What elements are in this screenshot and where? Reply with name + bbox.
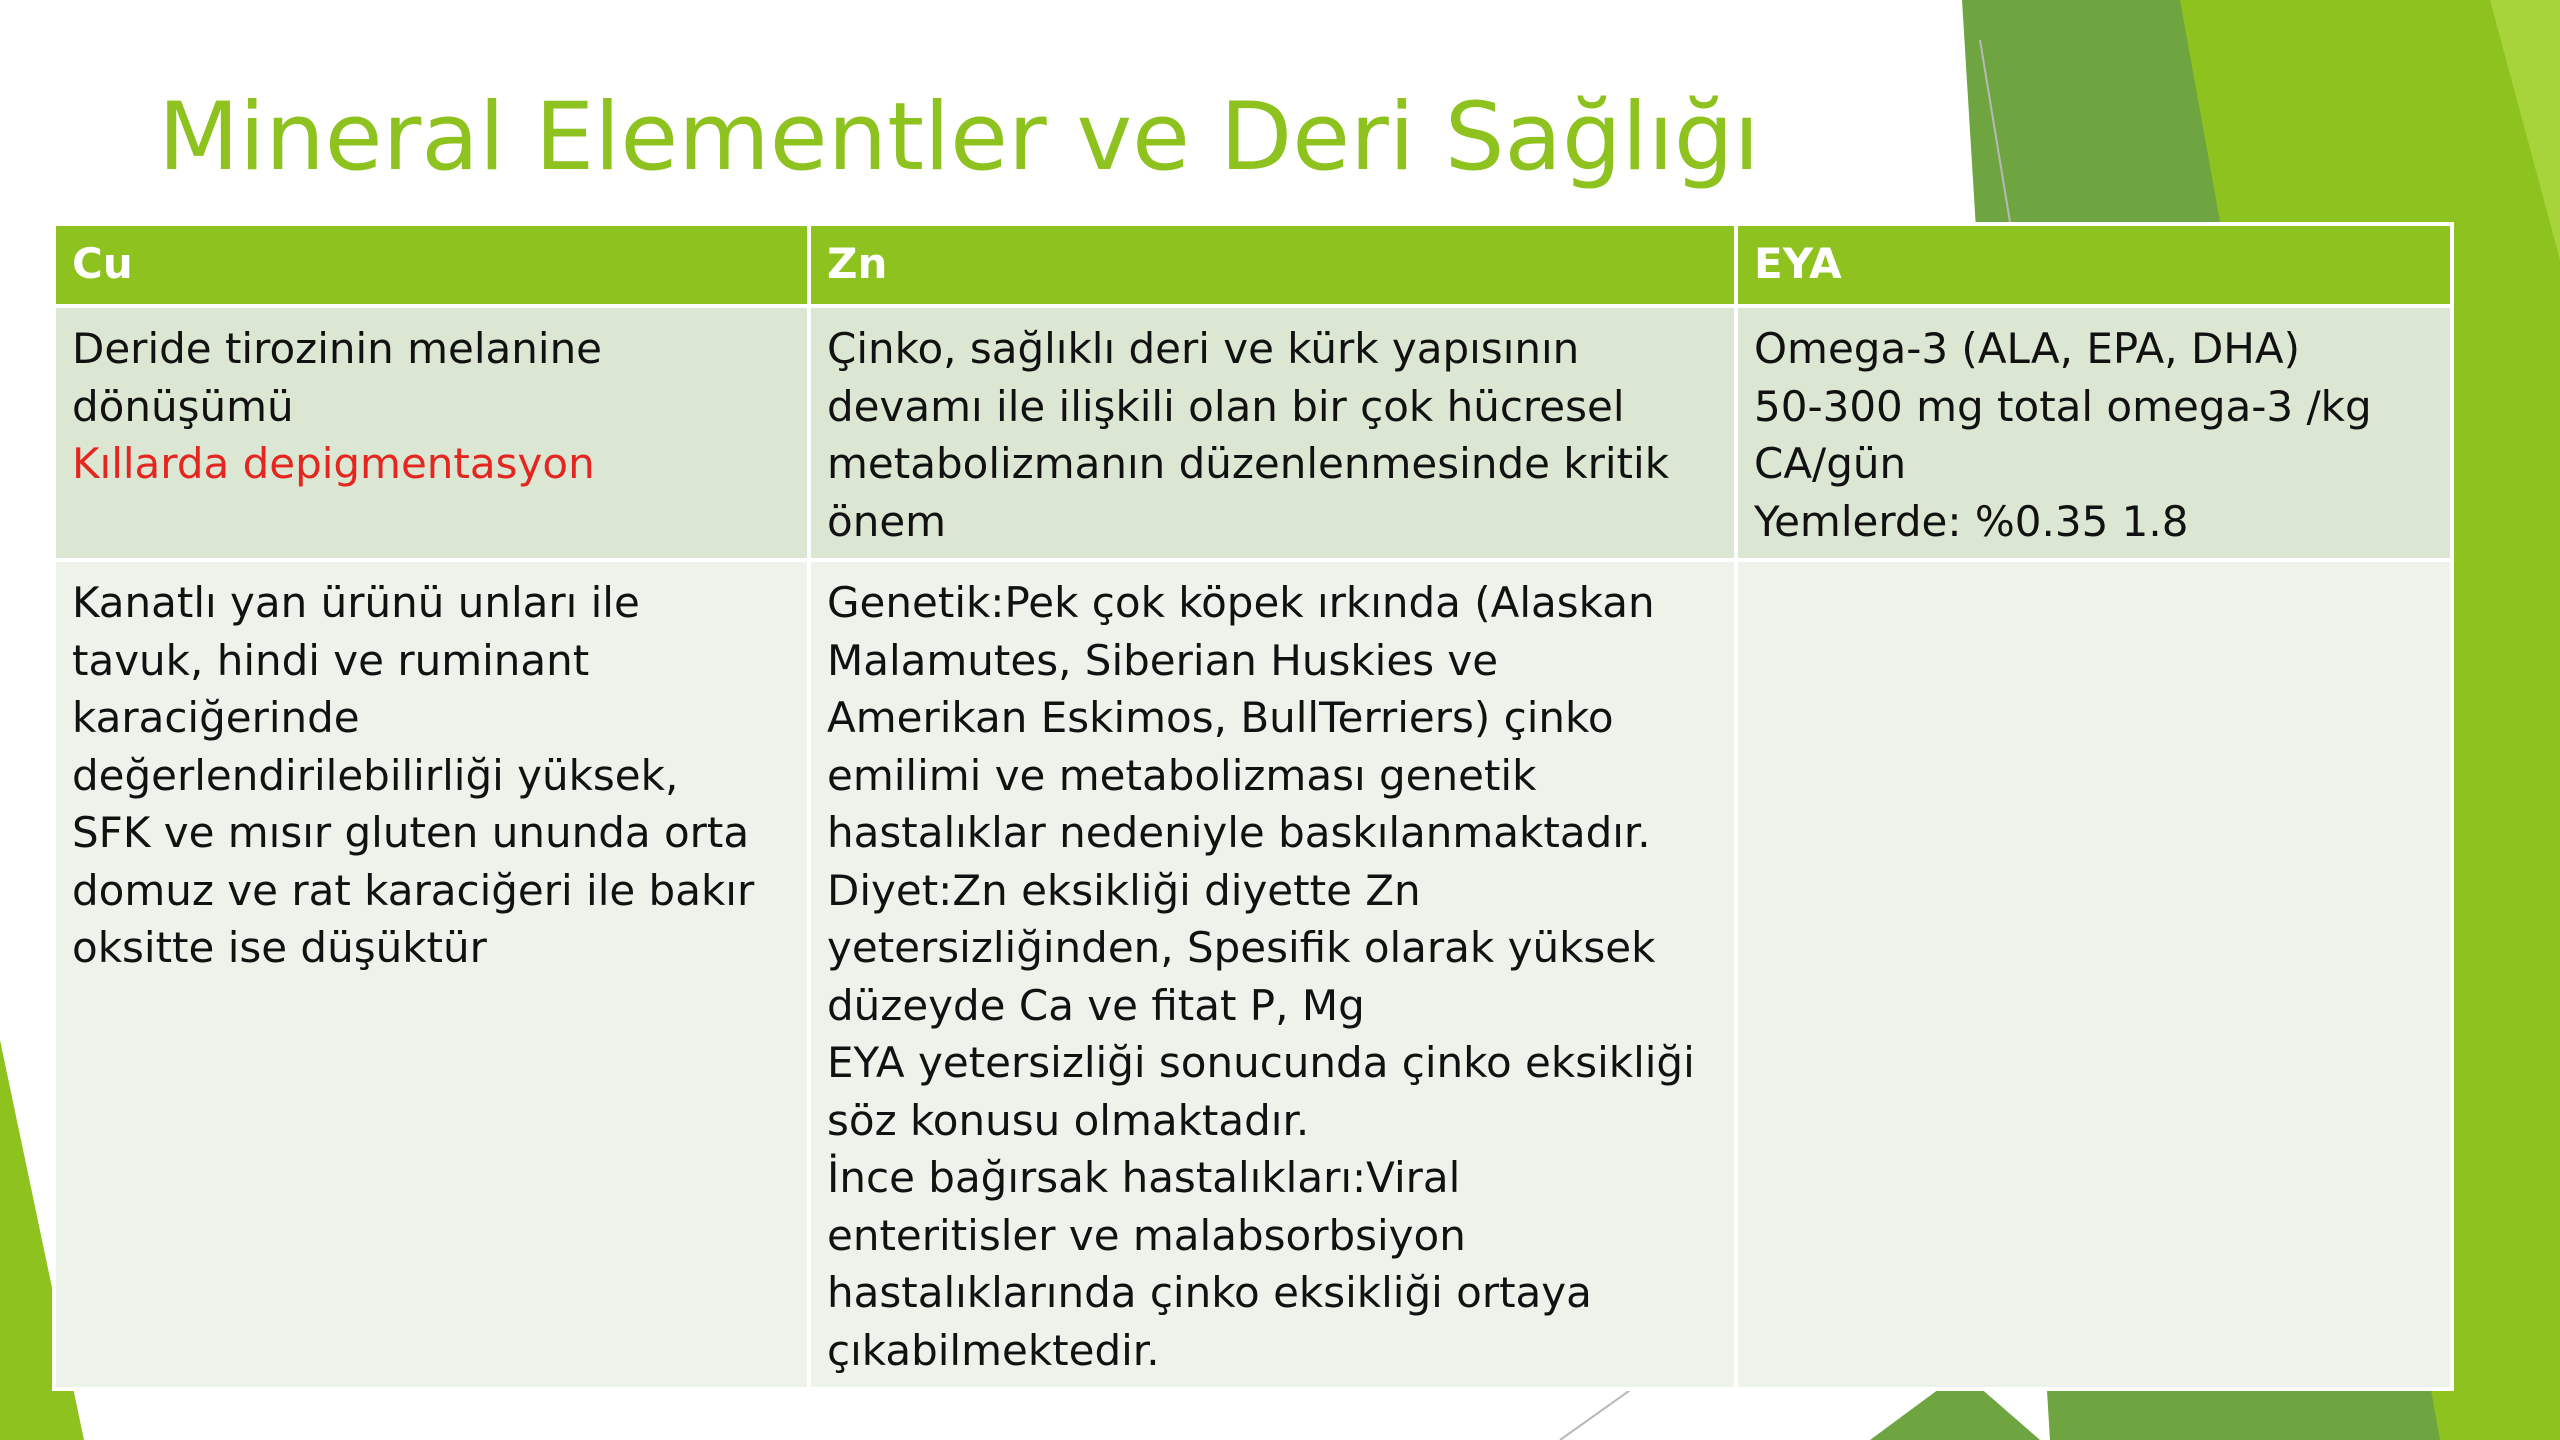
cell-line: hastalıklarında çinko eksikliği ortaya: [827, 1268, 1592, 1317]
cell-line: tavuk, hindi ve ruminant: [72, 635, 590, 685]
cell-line: emilimi ve metabolizması genetik: [827, 750, 1537, 800]
cell-line: SFK ve mısır gluten ununda orta: [72, 808, 750, 857]
header-cu: Cu: [54, 224, 809, 306]
cell-eya-empty: [1736, 560, 2452, 1389]
cell-line: yetersizliğinden, Spesifik olarak yüksek: [827, 923, 1656, 972]
cell-line: İnce bağırsak hastalıkları:Viral: [827, 1153, 1461, 1202]
cell-line: önem: [827, 496, 947, 546]
cell-line: EYA yetersizliği sonucunda çinko eksikliği: [827, 1038, 1695, 1087]
cell-line: domuz ve rat karaciğeri ile bakır: [72, 865, 755, 915]
cell-line: Amerikan Eskimos, BullTerriers) çinko: [827, 693, 1614, 742]
header-eya: EYA: [1736, 224, 2452, 306]
cell-line: Deride tirozinin melanine: [72, 324, 603, 373]
mineral-table: [52, 222, 2454, 1391]
cell-line: oksitte ise düşüktür: [72, 923, 487, 972]
slide-title: Mineral Elementler ve Deri Sağlığı: [158, 83, 1760, 192]
table-row: [54, 306, 2452, 560]
cell-cu-effect: [54, 306, 809, 560]
cell-line: Kanatlı yan ürünü unları ile: [72, 578, 640, 627]
cell-zn-causes: [809, 560, 1736, 1389]
cell-line: söz konusu olmaktadır.: [827, 1095, 1310, 1145]
cell-line: değerlendirilebilirliği yüksek,: [72, 750, 679, 800]
cell-line: çıkabilmektedir.: [827, 1325, 1160, 1375]
header-zn: Zn: [809, 224, 1736, 306]
cell-cu-sources: [54, 560, 809, 1389]
cell-line: karaciğerinde: [72, 693, 360, 742]
cell-line: dönüşümü: [72, 381, 294, 431]
cell-line: düzeyde Ca ve fitat P, Mg: [827, 980, 1365, 1030]
cell-line: 50-300 mg total omega-3 /kg: [1754, 381, 2372, 431]
header-row: [54, 224, 2452, 306]
cell-line: Yemlerde: %0.35 1.8: [1754, 496, 2189, 546]
cell-line: Omega-3 (ALA, EPA, DHA): [1754, 324, 2300, 373]
cell-line: metabolizmanın düzenlenmesinde kritik: [827, 439, 1670, 488]
cell-zn-effect: [809, 306, 1736, 560]
cell-line: CA/gün: [1754, 439, 1907, 488]
highlight-text: Kıllarda depigmentasyon: [72, 439, 595, 488]
cell-line: Malamutes, Siberian Huskies ve: [827, 635, 1499, 685]
cell-line: enteritisler ve malabsorbsiyon: [827, 1210, 1466, 1260]
table-row: [54, 560, 2452, 1389]
cell-line: Genetik:Pek çok köpek ırkında (Alaskan: [827, 578, 1655, 627]
cell-line: hastalıklar nedeniyle baskılanmaktadır.: [827, 808, 1651, 857]
cell-eya-effect: [1736, 306, 2452, 560]
cell-line: Çinko, sağlıklı deri ve kürk yapısının: [827, 324, 1580, 373]
cell-line: Diyet:Zn eksikliği diyette Zn: [827, 865, 1421, 915]
cell-line: devamı ile ilişkili olan bir çok hücresel: [827, 381, 1625, 431]
